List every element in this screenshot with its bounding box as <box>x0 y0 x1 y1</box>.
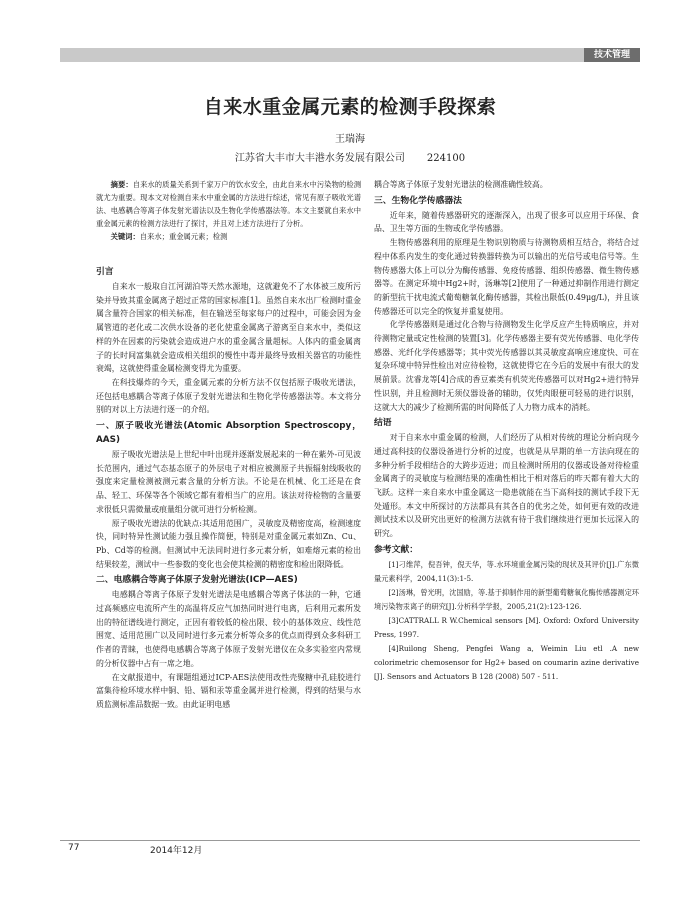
section-3-paragraph-2: 生物传感器利用的原理是生物识别物质与待测物质相互结合，将结合过程中体系内发生的变化通过转换器转换为可以输出的光信号或电信号等。生物传感器大体上可以分为酶传感器、免疫传感器、组织传感器、微生物传感器等。在测定环境中Hg2+时，汤琳等[2]使用了一种通过抑制作用进行测定的新型抗干扰电流式葡萄糖氧化酶传感器，其检出限低(0.49μg/L)，并且该传感器还可以完全的恢复并重复使用。 <box>374 238 639 316</box>
references-list <box>374 558 639 684</box>
keywords-line <box>96 230 361 243</box>
intro-heading: 引言 <box>96 267 114 277</box>
section-2-heading: 二、电感耦合等离子体原子发射光谱法(ICP—AES) <box>96 575 298 586</box>
article-author: 王瑞海 <box>335 134 365 145</box>
article-affiliation <box>0 149 700 164</box>
section-2-paragraph-2: 在文献报道中，有课题组通过ICP-AES法使用改性壳聚糖中孔硅胶进行富集待检环境水样中铜、铅、镉和汞等重金属并进行检测，得到的结果与水质监测标准品数据一致。由此证明电感 <box>96 672 361 709</box>
reference-item: [1]刁维萍，倪吾钟，倪天华，等.水环境重金属污染的现状及其评价[J].广东微量元素科学，2004,11(3):1-5. <box>374 559 639 583</box>
section-1-paragraph-1: 原子吸收光谱法是上世纪中叶出现并逐渐发展起来的一种在紫外-可见波长范围内，通过气态基态原子的外层电子对相应被测原子共振辐射线吸收的强度来定量检测被测元素含量的分析方法。不论是在机械、化工还是在食品、轻工、环保等各个领域它都有着相当广的应用。该法对待检物的含量要求很低只需微量或痕量组分就可进行分析检测。 <box>96 450 361 514</box>
conclusion-heading: 结语 <box>374 418 392 429</box>
section-1-paragraph-2: 原子吸收光谱法的优缺点:其适用范围广，灵敏度及精密度高，检测速度快，同时特异性测试能力强且操作简便，特别是对重金属元素如Zn、Cu、Pb、Cd等的检测。但测试中无法同时进行多元素分析，如难熔元素的检出结果较差，测试中一些参数的变化也会使其检测的精密度和检出限降低。 <box>96 518 361 569</box>
conclusion-paragraph: 对于自来水中重金属的检测，人们经历了从相对传统的理论分析向现今通过高科技的仪器设备进行分析的过度，也就是从早期的单一方法向现在的多种分析手段相结合的大跨步迈进；而且检测时所用的仪器或设备对待检重金属离子的灵敏度与检测结果的准确性相比于相对落后的昨天都有着大大的飞跃。这样一来自来水中重金属这一隐患就能在当下高科技的测试手段下无处遁形。本文中所探讨的方法都具有其各自的优劣之处，如何更有效的改进测试技术以及研究出更好的检测方法就有待于我们继续进行更加长远深入的研究。 <box>374 433 639 539</box>
intro-paragraph-1: 自来水一般取自江河湖泊等天然水源地，这就避免不了水体被三废所污染并导致其重金属离子超过正常的国家标准[1]。虽然自来水出厂检测时重金属含量符合国家的相关标准，但在输送至每家每户的过程中，可能会因为金属管道的老化或二次供水设备的老化使重金属离子游离至自来水中，类似这样的外在因素的污染就会造成进户水的重金属含量超标。人体内的重金属离子的长时间富集就会造成相关组织的慢性中毒并最终导致相关器官的功能性衰竭，这就使得重金属检测变得尤为重要。 <box>96 282 361 374</box>
keywords-label: 关键词： <box>110 232 140 241</box>
issue-date: 2014年12月 <box>150 846 203 856</box>
section-3-heading: 三、生物化学传感器法 <box>374 195 462 206</box>
section-label: 技术管理 <box>584 48 640 62</box>
reference-item: [4]Ruilong Sheng, Pengfei Wang a, Weimin Liu etl .A new colorimetric chemosensor for Hg2+ based on coumarin azine derivative [J]. Sensors and Actuators B 128 (2008) 507 - 511. <box>374 643 639 681</box>
article-title: 自来水重金属元素的检测手段探索 <box>203 96 497 118</box>
reference-item: [3]CATTRALL R W.Chemical sensors [M]. Oxford: Oxford University Press, 1997. <box>374 615 639 639</box>
postcode: 224100 <box>426 153 466 164</box>
abstract-block <box>96 178 361 243</box>
section-2-paragraph-1: 电感耦合等离子体原子发射光谱法是电感耦合等离子体法的一种，它通过高频感应电流所产生的高温将反应气加热同时进行电离，后利用元素所发出的特征谱线进行测定，正因有着较低的检出限、较小的基体效应、线性范围宽、适用范围广以及同时进行多元素分析等众多的优点而得到众多科研工作者的青睐，也使得电感耦合等离子体原子发射光谱仪在众多实验室内常规的分析仪器中占有一席之地。 <box>96 590 361 668</box>
section-3-paragraph-1: 近年来，随着传感器研究的逐渐深入，出现了很多可以应用于环保、食品、卫生等方面的生物或化学传感器。 <box>374 210 639 234</box>
header-bar <box>60 48 640 62</box>
affiliation-name: 江苏省大丰市大丰港水务发展有限公司 <box>234 153 405 164</box>
section-3-paragraph-3: 化学传感器则是通过化合物与待测物发生化学反应产生特质响应，并对待测物定量或定性检测的装置[3]。化学传感器主要有荧光传感器、电化学传感器、光纤化学传感器等；其中荧光传感器以其灵敏度高响应速度快、可在复杂环境中特异性检出对应待检物，这就使得它在今后的发展中有很大的发展前景。沈睿龙等[4]合成的香豆素类有机荧光传感器可以对Hg2+进行特异性识别，并且检测时无须仪器设备的辅助，仅凭肉眼便可轻易的进行识别，这就大大的减少了检测所需的时间降低了人力物力成本的消耗。 <box>374 320 639 412</box>
reference-item: [2]汤琳，曾光明，沈国励，等.基于抑制作用的新型葡萄糖氧化酶传感器测定环境污染物汞离子的研究[J].分析科学学报，2005,21(2):123-126. <box>374 587 639 611</box>
page-number: 77 <box>68 843 80 853</box>
references-heading: 参考文献： <box>374 544 418 555</box>
left-column <box>96 178 361 712</box>
keywords-text: 自来水；重金属元素；检测 <box>139 232 228 241</box>
abstract-paragraph <box>96 178 361 230</box>
footer-divider <box>60 840 640 841</box>
right-column <box>374 178 639 684</box>
intro-paragraph-2: 在科技爆炸的今天，重金属元素的分析方法不仅包括原子吸收光谱法，还包括电感耦合等离子体原子发射光谱法和生物化学传感器法等。本文将分别的对以上方法进行逐一的介绍。 <box>96 377 361 415</box>
section-1-heading: 一、原子吸收光谱法(Atomic Absorption Spectroscopy，AAS) <box>96 421 361 446</box>
abstract-label: 摘要： <box>110 180 133 189</box>
continued-paragraph: 耦合等离子体原子发射光谱法的检测准确性较高。 <box>374 180 548 189</box>
abstract-text: 自来水的质量关系到千家万户的饮水安全，由此自来水中污染物的检测就尤为重要。现本文对检测自来水中重金属的方法进行综述，常见有原子吸收光谱法、电感耦合等离子体发射光谱法以及生物化学传感器法等。本文主要就自来水中重金属元素的检测方法进行了探讨，并且对上述方法进行了分析。 <box>96 180 362 228</box>
